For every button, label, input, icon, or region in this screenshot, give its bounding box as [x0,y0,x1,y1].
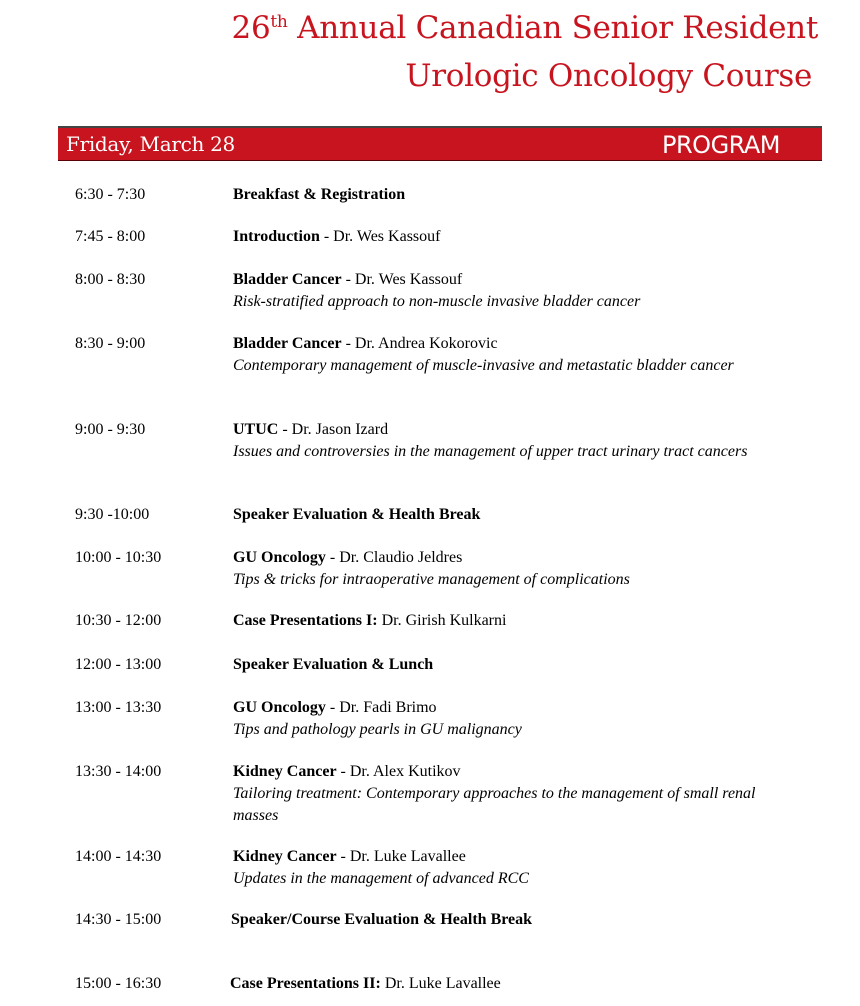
session-time: 14:00 - 14:30 [75,848,162,865]
session-topic: GU Oncology [233,699,326,716]
session-subtitle: Tips and pathology pearls in GU malignancy [233,721,522,738]
session-speaker: Dr. Luke Lavallee [380,975,501,992]
session-time: 8:00 - 8:30 [75,271,146,288]
session-info [233,333,793,377]
session-time: 9:30 -10:00 [75,506,150,523]
session-speaker: - Dr. Claudio Jeldres [325,549,463,566]
session-time: 10:30 - 12:00 [75,612,162,629]
session-time: 8:30 - 9:00 [75,335,146,352]
session-info [233,761,773,827]
program-date: Friday, March 28 [66,132,235,156]
session-info [231,909,791,931]
session-speaker: - Dr. Wes Kassouf [341,271,463,288]
session-info [233,269,793,313]
session-subtitle: Updates in the management of advanced RCC [233,870,529,887]
session-time: 10:00 - 10:30 [75,549,162,566]
session-speaker: - Dr. Alex Kutikov [336,763,461,780]
session-speaker: - Dr. Wes Kassouf [319,228,441,245]
session-subtitle: Contemporary management of muscle-invasive and metastatic bladder cancer [233,357,734,374]
program-label: PROGRAM [662,131,780,159]
course-title-line2: Urologic Oncology Course [405,58,812,94]
session-info [233,504,793,526]
session-info [233,184,793,206]
session-topic: Speaker Evaluation & Health Break [233,506,481,523]
session-speaker: Dr. Girish Kulkarni [377,612,507,629]
session-topic: Introduction [233,228,320,245]
session-info [230,973,790,995]
session-subtitle: Tips & tricks for intraoperative management of complications [233,571,630,588]
session-topic: Kidney Cancer [233,848,337,865]
session-info [233,226,793,248]
session-info [233,654,793,676]
session-info [233,419,793,463]
session-topic: UTUC [233,421,279,438]
session-time: 14:30 - 15:00 [75,911,162,928]
session-time: 6:30 - 7:30 [75,186,146,203]
session-info [233,846,793,890]
session-topic: GU Oncology [233,549,326,566]
session-time: 9:00 - 9:30 [75,421,146,438]
session-subtitle: Risk-stratified approach to non-muscle invasive bladder cancer [233,293,641,310]
session-time: 12:00 - 13:00 [75,656,162,673]
session-topic: Kidney Cancer [233,763,337,780]
session-info [233,547,793,591]
course-title-line1: 26th Annual Canadian Senior Resident [231,10,818,46]
session-info [233,610,793,632]
session-speaker: - Dr. Andrea Kokorovic [341,335,498,352]
session-topic: Case Presentations II: [230,975,381,992]
session-speaker: - Dr. Luke Lavallee [336,848,466,865]
program-banner [58,126,822,161]
session-topic: Bladder Cancer [233,335,342,352]
session-time: 13:00 - 13:30 [75,699,162,716]
session-topic: Speaker/Course Evaluation & Health Break [231,911,533,928]
session-subtitle: Tailoring treatment: Contemporary approaches to the management of small renal masses [233,785,756,824]
session-topic: Bladder Cancer [233,271,342,288]
session-topic: Case Presentations I: [233,612,378,629]
session-speaker: - Dr. Jason Izard [278,421,389,438]
session-time: 7:45 - 8:00 [75,228,146,245]
session-speaker: - Dr. Fadi Brimo [325,699,437,716]
session-subtitle: Issues and controversies in the management of upper tract urinary tract cancers [233,443,748,460]
session-time: 13:30 - 14:00 [75,763,162,780]
session-time: 15:00 - 16:30 [75,975,162,992]
session-info [233,697,793,741]
session-topic: Breakfast & Registration [233,186,406,203]
session-topic: Speaker Evaluation & Lunch [233,656,434,673]
